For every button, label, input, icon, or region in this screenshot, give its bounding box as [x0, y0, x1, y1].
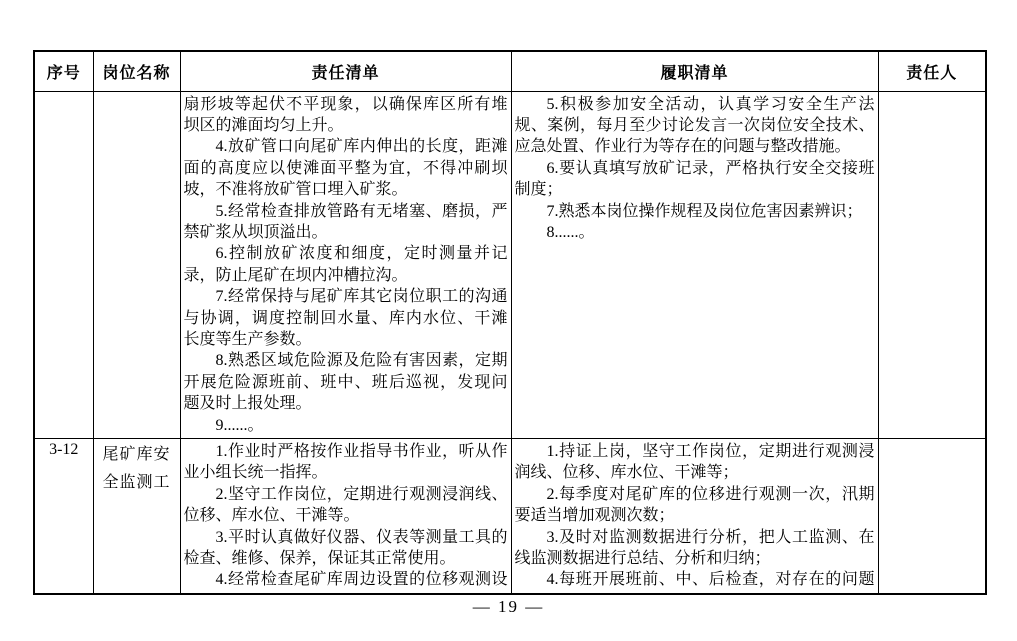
- cell-performance-list: [511, 439, 878, 594]
- list-line: 题及时上报处理。: [183, 395, 312, 413]
- list-line: 1.持证上岗，坚守工作岗位，定期进行观测浸: [546, 443, 875, 460]
- list-line: 1.作业时严格按作业指导书作业，听从作: [215, 443, 508, 460]
- list-line: 4.放矿管口向尾矿库内伸出的长度，距滩: [215, 138, 508, 156]
- list-line: 7.熟悉本岗位操作规程及岗位危害因素辨识；: [546, 202, 863, 220]
- list-line: 要适当增加观测次数；: [514, 507, 675, 525]
- list-line: 面的高度应以使滩面平整为宜，不得冲刷坝: [183, 159, 508, 177]
- list-line: 2.每季度对尾矿库的位移进行观测一次，汛期: [546, 485, 875, 503]
- table-row-continued: [34, 91, 986, 439]
- responsibility-table: [33, 50, 987, 595]
- list-line: 8.熟悉区域危险源及危险有害因素，定期: [215, 352, 508, 370]
- header-responsible-person: 责任人: [878, 51, 986, 91]
- list-line: 应急处置、作业行为等存在的问题与整改措施。: [514, 138, 851, 156]
- cell-serial: [34, 91, 93, 439]
- list-line: 制度；: [514, 181, 563, 199]
- list-line: 规、案例，每月至少讨论发言一次岗位安全技术、: [514, 116, 875, 134]
- list-line: 业小组长统一指挥。: [183, 464, 328, 482]
- list-line: 4.经常检查尾矿库周边设置的位移观测设: [215, 571, 508, 589]
- list-line: 6.要认真填写放矿记录，严格执行安全交接班: [546, 159, 875, 177]
- cell-position-name: [93, 439, 180, 594]
- list-line: 检查、维修、保养，保证其正常使用。: [183, 550, 456, 568]
- list-line: 扇形坡等起伏不平现象，以确保库区所有堆: [183, 95, 508, 113]
- cell-responsibility-list: [180, 439, 511, 594]
- list-line: 长度等生产参数。: [183, 330, 312, 348]
- list-line: 4.每班开展班前、中、后检查，对存在的问题: [546, 571, 875, 589]
- list-line: 录，防止尾矿在坝内冲槽拉沟。: [183, 266, 408, 284]
- list-line: 5.积极参加安全活动，认真学习安全生产法: [546, 95, 875, 113]
- list-line: 9......。: [215, 416, 264, 434]
- header-position-name: 岗位名称: [93, 51, 180, 91]
- list-line: 7.经常保持与尾矿库其它岗位职工的沟通: [215, 288, 508, 306]
- list-line: 位移、库水位、干滩等。: [183, 507, 360, 525]
- header-serial: 序号: [34, 51, 93, 91]
- table-header-row: [34, 51, 986, 91]
- cell-position-name: [93, 91, 180, 439]
- header-performance-list: 履职清单: [511, 51, 878, 91]
- list-line: 8......。: [546, 223, 595, 241]
- list-line: 禁矿浆从坝顶溢出。: [183, 223, 328, 241]
- list-line: 与协调，调度控制回水量、库内水位、干滩: [183, 309, 508, 327]
- serial-number: 3-12: [49, 441, 79, 458]
- list-line: 线监测数据进行总结、分析和归纳；: [514, 550, 771, 568]
- cell-performance-list: [511, 91, 878, 439]
- cell-responsible-person: [878, 91, 986, 439]
- list-line: 3.平时认真做好仪器、仪表等测量工具的: [215, 528, 508, 546]
- position-name: 尾矿库安全监测工: [102, 446, 171, 491]
- list-line: 开展危险源班前、班中、班后巡视，发现问: [183, 373, 508, 391]
- list-line: 坡，不准将放矿管口埋入矿浆。: [183, 181, 408, 199]
- list-line: 2.坚守工作岗位，定期进行观测浸润线、: [215, 485, 508, 503]
- cell-responsibility-list: [180, 91, 511, 439]
- table-row-3-12: [34, 439, 986, 594]
- list-line: 坝区的滩面均匀上升。: [183, 116, 344, 134]
- cell-responsible-person: [878, 439, 986, 594]
- list-line: 润线、位移、库水位、干滩等；: [514, 464, 739, 482]
- list-line: 6.控制放矿浓度和细度，定时测量并记: [215, 245, 508, 263]
- page-number: — 19 —: [472, 597, 545, 616]
- cell-serial: [34, 439, 93, 594]
- header-responsibility-list: 责任清单: [180, 51, 511, 91]
- list-line: 3.及时对监测数据进行分析，把人工监测、在: [546, 528, 875, 546]
- list-line: 5.经常检查排放管路有无堵塞、磨损，严: [215, 202, 508, 220]
